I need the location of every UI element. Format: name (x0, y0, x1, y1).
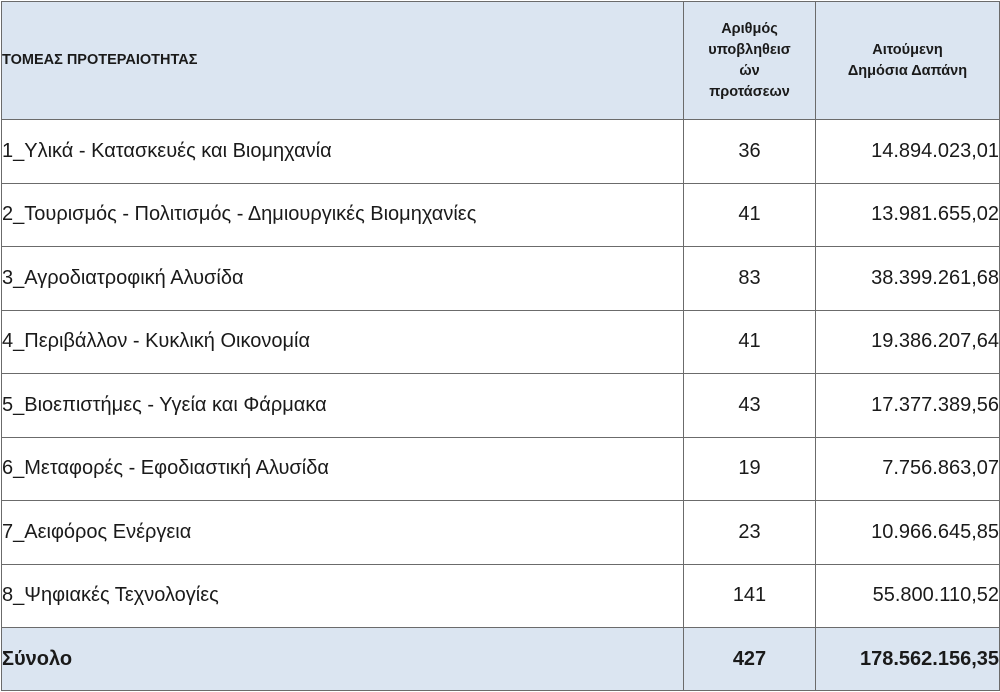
amount-cell: 17.377.389,56 (816, 374, 1000, 438)
count-cell: 23 (684, 501, 816, 565)
sector-cell: 6_Μεταφορές - Εφοδιαστική Αλυσίδα (2, 437, 684, 501)
amount-cell: 55.800.110,52 (816, 564, 1000, 628)
total-label: Σύνολο (2, 628, 684, 691)
count-cell: 36 (684, 120, 816, 184)
count-cell: 19 (684, 437, 816, 501)
count-cell: 41 (684, 310, 816, 374)
header-count-line: ών (739, 62, 760, 79)
table-row (2, 310, 1000, 374)
header-sector: ΤΟΜΕΑΣ ΠΡΟΤΕΡΑΙΟΤΗΤΑΣ (2, 2, 684, 120)
sector-cell: 5_Βιοεπιστήμες - Υγεία και Φάρμακα (2, 374, 684, 438)
amount-cell: 7.756.863,07 (816, 437, 1000, 501)
count-cell: 43 (684, 374, 816, 438)
header-count (684, 2, 816, 120)
count-cell: 83 (684, 247, 816, 311)
table-row (2, 501, 1000, 565)
header-count-line: Αριθμός (721, 20, 778, 37)
table-row (2, 247, 1000, 311)
header-count-line: προτάσεων (709, 83, 790, 100)
sector-cell: 3_Αγροδιατροφική Αλυσίδα (2, 247, 684, 311)
table-header-row (2, 2, 1000, 120)
total-row (2, 628, 1000, 691)
amount-cell: 38.399.261,68 (816, 247, 1000, 311)
sector-cell: 4_Περιβάλλον - Κυκλική Οικονομία (2, 310, 684, 374)
sector-cell: 8_Ψηφιακές Τεχνολογίες (2, 564, 684, 628)
header-amount-line: Αιτούμενη (872, 41, 943, 58)
table-row (2, 564, 1000, 628)
table-row (2, 374, 1000, 438)
table-row (2, 120, 1000, 184)
amount-cell: 13.981.655,02 (816, 183, 1000, 247)
header-amount (816, 2, 1000, 120)
priority-sectors-table (1, 1, 1000, 691)
header-amount-line: Δημόσια Δαπάνη (847, 62, 968, 79)
amount-cell: 14.894.023,01 (816, 120, 1000, 184)
table-row (2, 183, 1000, 247)
sector-cell: 2_Τουρισμός - Πολιτισμός - Δημιουργικές Βιομηχανίες (2, 183, 684, 247)
amount-cell: 10.966.645,85 (816, 501, 1000, 565)
count-cell: 41 (684, 183, 816, 247)
table-row (2, 437, 1000, 501)
total-count: 427 (684, 628, 816, 691)
header-count-line: υποβληθεισ (708, 41, 791, 58)
sector-cell: 1_Υλικά - Κατασκευές και Βιομηχανία (2, 120, 684, 184)
count-cell: 141 (684, 564, 816, 628)
amount-cell: 19.386.207,64 (816, 310, 1000, 374)
sector-cell: 7_Αειφόρος Ενέργεια (2, 501, 684, 565)
total-amount: 178.562.156,35 (816, 628, 1000, 691)
